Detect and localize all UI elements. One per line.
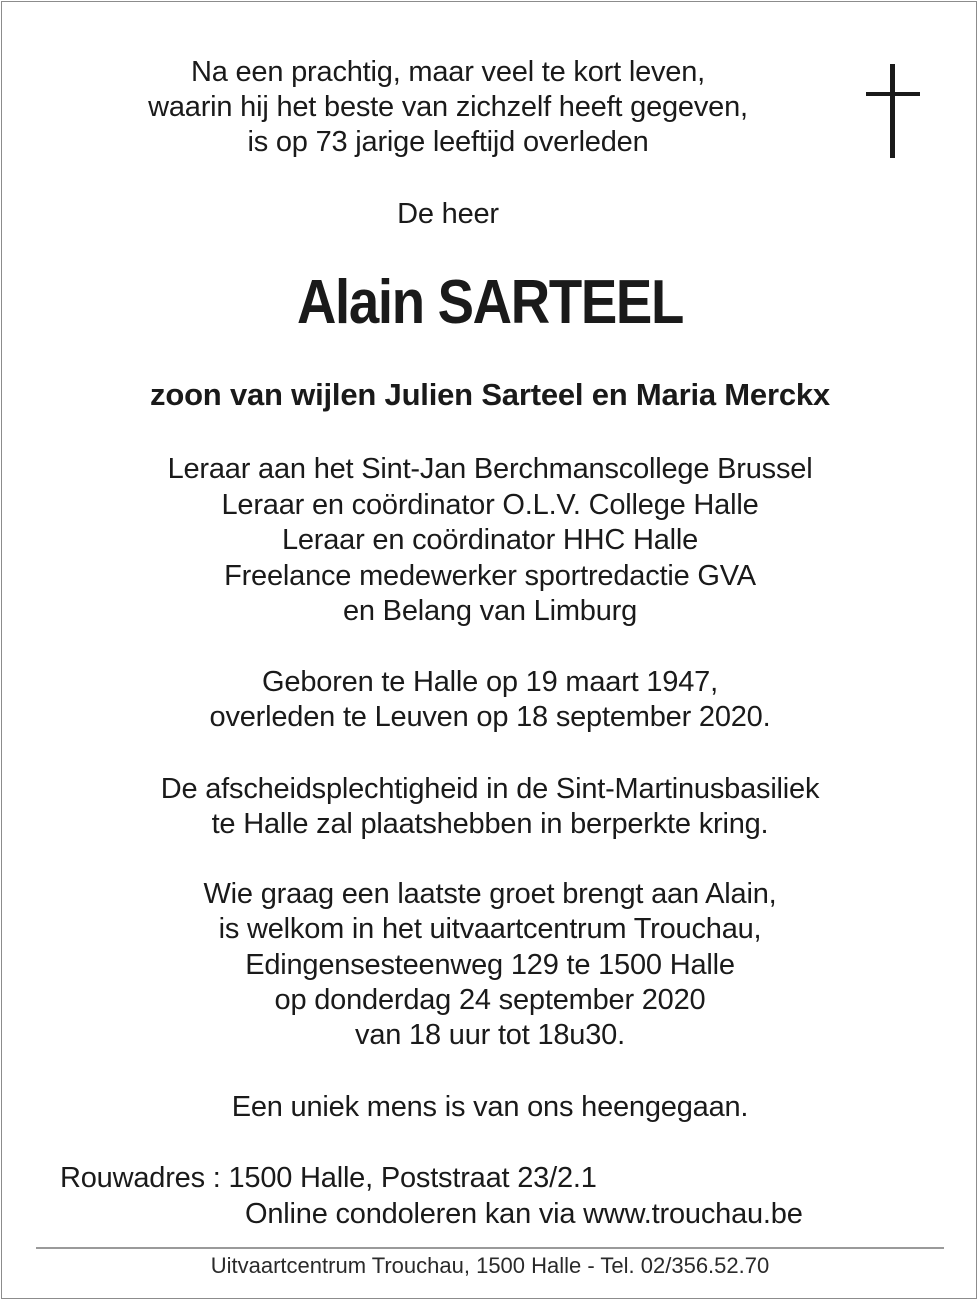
visit-line: van 18 uur tot 18u30. (355, 1019, 625, 1051)
career-line: Leraar aan het Sint-Jan Berchmanscollege Brussel (167, 453, 813, 485)
career-line: Leraar en coördinator HHC Halle (281, 524, 699, 556)
intro-line: is op 73 jarige leeftijd overleden (247, 126, 649, 158)
footer-divider (36, 1247, 944, 1249)
intro-line: waarin hij het beste van zichzelf heeft gegeven, (148, 91, 748, 123)
birth-date: Geboren te Halle op 19 maart 1947, (262, 666, 718, 698)
closing-line: Een uniek mens is van ons heengegaan. (231, 1091, 749, 1123)
mourning-address: Rouwadres : 1500 Halle, Poststraat 23/2.1 (60, 1162, 597, 1194)
parents-line: zoon van wijlen Julien Sarteel en Maria Merckx (150, 377, 830, 412)
online-condolences: Online condoleren kan via www.trouchau.be (245, 1198, 803, 1230)
intro-line: Na een prachtig, maar veel te kort leven, (190, 56, 706, 88)
ceremony-line: De afscheidsplechtigheid in de Sint-Martinusbasiliek (160, 773, 820, 805)
footer-contact: Uitvaartcentrum Trouchau, 1500 Halle - Tel. 02/356.52.70 (210, 1253, 770, 1278)
visit-line: Wie graag een laatste groet brengt aan Alain, (203, 878, 777, 910)
career-line: Freelance medewerker sportredactie GVA (224, 560, 756, 592)
visit-line: Edingensesteenweg 129 te 1500 Halle (245, 949, 735, 981)
career-line: Leraar en coördinator O.L.V. College Halle (221, 489, 759, 521)
death-date: overleden te Leuven op 18 september 2020. (209, 701, 771, 733)
visit-line: op donderdag 24 september 2020 (274, 984, 706, 1016)
career-line: en Belang van Limburg (342, 595, 638, 627)
deceased-name: Alain SARTEEL (296, 268, 684, 337)
ceremony-line: te Halle zal plaatshebben in berperkte kring. (211, 808, 769, 840)
visit-line: is welkom in het uitvaartcentrum Trouchau, (218, 913, 762, 945)
salutation: De heer (397, 198, 499, 230)
